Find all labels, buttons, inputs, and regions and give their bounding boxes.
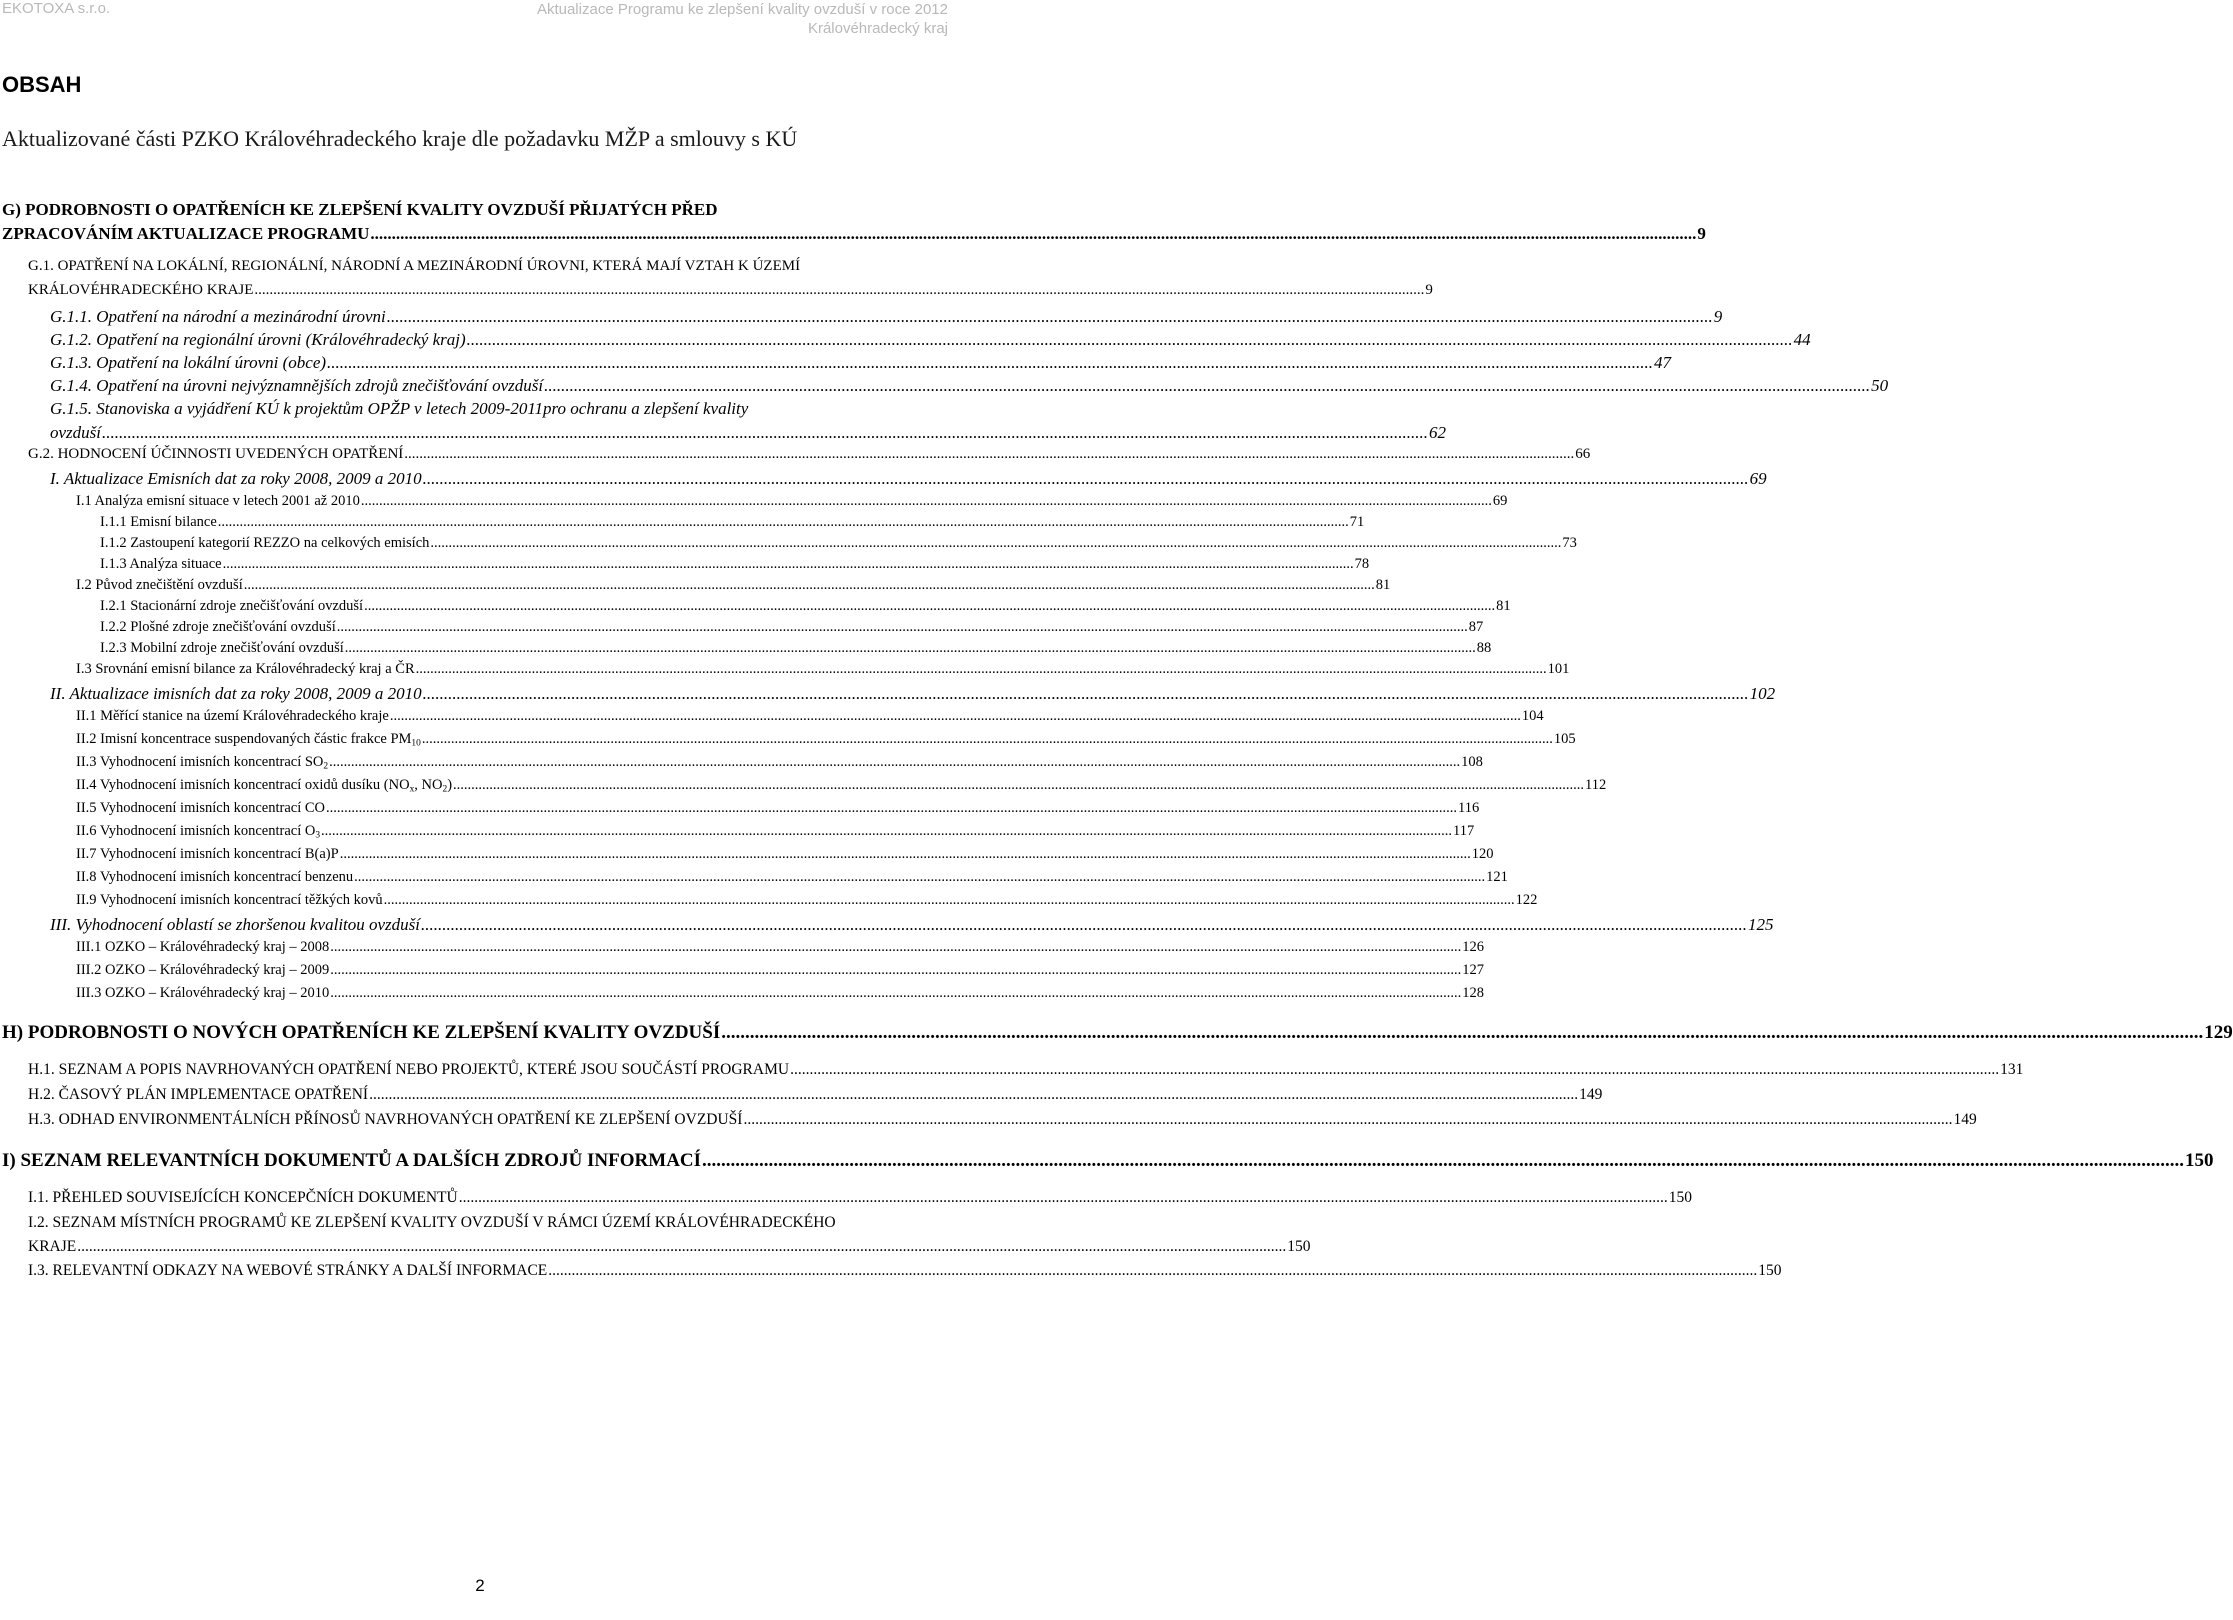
toc-entry-ii7[interactable]: II.7 Vyhodnocení imisních koncentrací B(a)P ..... 120 xyxy=(76,846,924,863)
toc-entry-g1-line1[interactable]: G.1. OPATŘENÍ NA LOKÁLNÍ, REGIONÁLNÍ, NÁRODNÍ A MEZINÁRODNÍ ÚROVNI, KTERÁ MAJÍ VZTAH K ÚZEMÍ xyxy=(28,258,801,274)
toc-entry-g12[interactable]: G.1.2. Opatření na regionální úrovni (Královéhradecký kraj) ..... 44 xyxy=(50,330,924,350)
toc-entry-i-section[interactable]: I) SEZNAM RELEVANTNÍCH DOKUMENTŮ A DALŠÍCH ZDROJŮ INFORMACÍ ..... 150 xyxy=(2,1150,924,1172)
toc-entry-ii1[interactable]: II.1 Měřící stanice na území Královéhradeckého kraje ..... 104 xyxy=(76,708,924,725)
toc-entry-i22[interactable]: I.2.2 Plošné zdroje znečišťování ovzduší ..... 87 xyxy=(100,619,924,636)
toc-entry-i[interactable]: I. Aktualizace Emisních dat za roky 2008, 2009 a 2010 ..... 69 xyxy=(50,469,924,489)
toc-entry-is2[interactable]: KRAJE ..... 150 xyxy=(28,1238,924,1256)
toc-entry-iii2[interactable]: III.2 OZKO – Královéhradecký kraj – 2009 ..... 127 xyxy=(76,962,924,979)
running-header xyxy=(0,0,960,52)
toc-entry-i12[interactable]: I.1.2 Zastoupení kategorií REZZO na celkových emisích ..... 73 xyxy=(100,535,924,552)
toc-entry-iii1[interactable]: III.1 OZKO – Královéhradecký kraj – 2008 ..... 126 xyxy=(76,939,924,956)
toc-entry-g2[interactable]: G.2. HODNOCENÍ ÚČINNOSTI UVEDENÝCH OPATŘENÍ ..... 66 xyxy=(28,446,924,463)
toc-entry-ii2[interactable]: II.2 Imisní koncentrace suspendovaných částic frakce $PM_{10}$ ..... 105 xyxy=(76,731,924,748)
toc-entry-iii3[interactable]: III.3 OZKO – Královéhradecký kraj – 2010 ..... 128 xyxy=(76,985,924,1002)
page-number-footer: 2 xyxy=(475,1576,485,1595)
toc-entry-h2[interactable]: H.2. ČASOVÝ PLÁN IMPLEMENTACE OPATŘENÍ ..... 149 xyxy=(28,1086,924,1104)
document-title xyxy=(537,0,948,38)
toc-heading: OBSAH xyxy=(2,72,82,97)
toc-entry-ii4[interactable]: II.4 Vyhodnocení imisních koncentrací oxidů dusíku ($NO_x$, $NO_2$) ..... 112 xyxy=(76,777,924,794)
toc-entry-h3[interactable]: H.3. ODHAD ENVIRONMENTÁLNÍCH PŘÍNOSŮ NAVRHOVANÝCH OPATŘENÍ KE ZLEPŠENÍ OVZDUŠÍ ..... 149 xyxy=(28,1111,924,1129)
toc-entry-i21[interactable]: I.2.1 Stacionární zdroje znečišťování ovzduší ..... 81 xyxy=(100,598,924,615)
toc-entry-i1[interactable]: I.1 Analýza emisní situace v letech 2001 až 2010 ..... 69 xyxy=(76,493,924,510)
toc-entry-i13[interactable]: I.1.3 Analýza situace ..... 78 xyxy=(100,556,924,573)
toc-entry-g-line1[interactable]: G) PODROBNOSTI O OPATŘENÍCH KE ZLEPŠENÍ KVALITY OVZDUŠÍ PŘIJATÝCH PŘED xyxy=(2,200,718,219)
page-number: 9 xyxy=(1697,224,1706,243)
toc-entry-g13[interactable]: G.1.3. Opatření na lokální úrovni (obce) ..... 47 xyxy=(50,353,924,373)
document-title-line2: Královéhradecký kraj xyxy=(807,20,948,37)
toc-entry-i3[interactable]: I.3 Srovnání emisní bilance za Královéhradecký kraj a ČR ..... 101 xyxy=(76,661,924,678)
toc-entry-ii[interactable]: II. Aktualizace imisních dat za roky 2008, 2009 a 2010 ..... 102 xyxy=(50,684,924,704)
toc-entry-g14[interactable]: G.1.4. Opatření na úrovni nejvýznamnějších zdrojů znečišťování ovzduší ..... 50 xyxy=(50,376,924,396)
toc-entry-ii5[interactable]: II.5 Vyhodnocení imisních koncentrací CO ..... 116 xyxy=(76,800,924,817)
toc-entry-i2[interactable]: I.2 Původ znečištění ovzduší ..... 81 xyxy=(76,577,924,594)
toc-entry-is2-line1[interactable]: I.2. SEZNAM MÍSTNÍCH PROGRAMŮ KE ZLEPŠENÍ KVALITY OVZDUŠÍ V RÁMCI ÚZEMÍ KRÁLOVÉHRADECKÉHO xyxy=(28,1214,836,1231)
toc-entry-ii3[interactable]: II.3 Vyhodnocení imisních koncentrací $SO_2$ ..... 108 xyxy=(76,754,924,771)
toc-subtitle: Aktualizované části PZKO Královéhradeckého kraje dle požadavku MŽP a smlouvy s KÚ xyxy=(2,126,798,151)
toc-entry-g[interactable]: ZPRACOVÁNÍM AKTUALIZACE PROGRAMU ..... 9 xyxy=(2,224,924,244)
document-title-line1: Aktualizace Programu ke zlepšení kvality ovzduší v roce 2012 xyxy=(536,1,948,18)
toc-entry-h[interactable]: H) PODROBNOSTI O NOVÝCH OPATŘENÍCH KE ZLEPŠENÍ KVALITY OVZDUŠÍ ..... 129 xyxy=(2,1022,924,1044)
toc-entry-ii6[interactable]: II.6 Vyhodnocení imisních koncentrací $O_3$ ..... 117 xyxy=(76,823,924,840)
toc-entry-ii9[interactable]: II.9 Vyhodnocení imisních koncentrací těžkých kovů ..... 122 xyxy=(76,892,924,909)
toc-entry-g1[interactable]: KRÁLOVÉHRADECKÉHO KRAJE ..... 9 xyxy=(28,282,924,299)
toc-entry-i11[interactable]: I.1.1 Emisní bilance ..... 71 xyxy=(100,514,924,531)
toc-entry-is3[interactable]: I.3. RELEVANTNÍ ODKAZY NA WEBOVÉ STRÁNKY A DALŠÍ INFORMACE ..... 150 xyxy=(28,1262,924,1280)
toc-entry-is1[interactable]: I.1. PŘEHLED SOUVISEJÍCÍCH KONCEPČNÍCH DOKUMENTŮ ..... 150 xyxy=(28,1189,924,1207)
toc-entry-i23[interactable]: I.2.3 Mobilní zdroje znečišťování ovzduší ..... 88 xyxy=(100,640,924,657)
toc-entry-g11[interactable]: G.1.1. Opatření na národní a mezinárodní úrovni ..... 9 xyxy=(50,307,924,327)
toc-entry-iii[interactable]: III. Vyhodnocení oblastí se zhoršenou kvalitou ovzduší ..... 125 xyxy=(50,915,924,935)
company-name: EKOTOXA s.r.o. xyxy=(2,0,111,17)
toc-entry-ii8[interactable]: II.8 Vyhodnocení imisních koncentrací benzenu ..... 121 xyxy=(76,869,924,886)
toc-entry-g15-line1[interactable]: G.1.5. Stanoviska a vyjádření KÚ k projektům OPŽP v letech 2009-2011pro ochranu a zlepšení kvality xyxy=(50,399,749,418)
page-number: 9 xyxy=(1425,282,1433,298)
toc-entry-h1[interactable]: H.1. SEZNAM A POPIS NAVRHOVANÝCH OPATŘENÍ NEBO PROJEKTŮ, KTERÉ JSOU SOUČÁSTÍ PROGRAMU ..... 131 xyxy=(28,1061,924,1079)
toc-entry-g15[interactable]: ovzduší ..... 62 xyxy=(50,423,924,443)
